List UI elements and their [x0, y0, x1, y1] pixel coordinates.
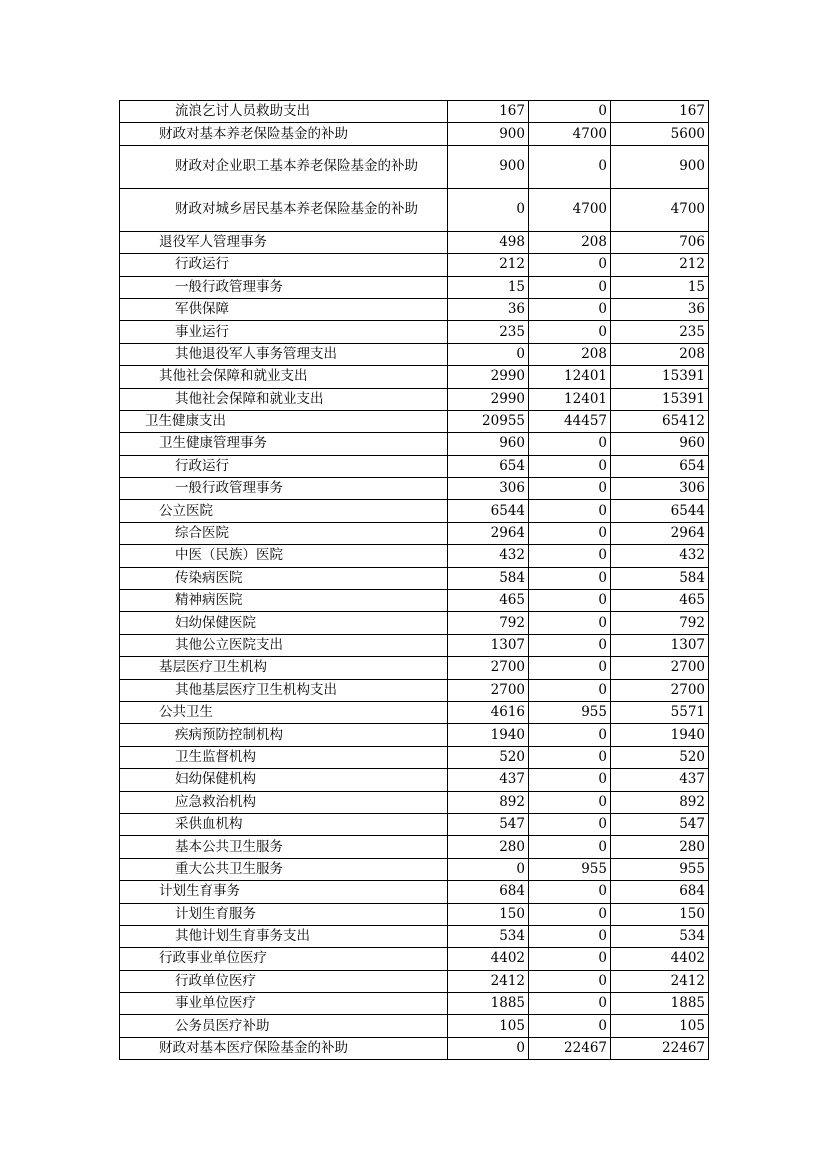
col-c-value: 654 [611, 455, 709, 477]
col-b-value: 0 [529, 791, 611, 813]
col-c-value: 65412 [611, 410, 709, 432]
table-row [120, 522, 709, 544]
col-a-value: 654 [448, 455, 529, 477]
row-item-name: 疾病预防控制机构 [120, 724, 448, 746]
col-a-value: 306 [448, 478, 529, 500]
col-c-value: 4402 [611, 948, 709, 970]
row-item-name: 卫生健康支出 [120, 410, 448, 432]
col-a-value: 20955 [448, 410, 529, 432]
table-row [120, 500, 709, 522]
table-row [120, 993, 709, 1015]
col-a-value: 0 [448, 188, 529, 231]
col-b-value: 0 [529, 321, 611, 343]
col-a-value: 235 [448, 321, 529, 343]
table-row [120, 634, 709, 656]
col-a-value: 437 [448, 769, 529, 791]
col-b-value: 0 [529, 567, 611, 589]
col-b-value: 0 [529, 478, 611, 500]
col-a-value: 36 [448, 298, 529, 320]
table-row [120, 925, 709, 947]
col-b-value: 208 [529, 231, 611, 253]
col-b-value: 0 [529, 455, 611, 477]
col-a-value: 212 [448, 254, 529, 276]
col-b-value: 0 [529, 612, 611, 634]
col-c-value: 280 [611, 836, 709, 858]
table-row [120, 746, 709, 768]
col-a-value: 15 [448, 276, 529, 298]
col-b-value: 0 [529, 634, 611, 656]
row-item-name: 公立医院 [120, 500, 448, 522]
row-item-name: 其他社会保障和就业支出 [120, 388, 448, 410]
col-c-value: 208 [611, 343, 709, 365]
col-a-value: 520 [448, 746, 529, 768]
col-a-value: 4616 [448, 701, 529, 723]
col-b-value: 955 [529, 701, 611, 723]
col-c-value: 900 [611, 145, 709, 188]
col-c-value: 547 [611, 813, 709, 835]
col-a-value: 2964 [448, 522, 529, 544]
col-b-value: 0 [529, 679, 611, 701]
row-item-name: 其他退役军人事务管理支出 [120, 343, 448, 365]
row-item-name: 一般行政管理事务 [120, 276, 448, 298]
table-row [120, 836, 709, 858]
col-b-value: 0 [529, 254, 611, 276]
col-a-value: 900 [448, 145, 529, 188]
col-a-value: 2990 [448, 366, 529, 388]
table-row [120, 433, 709, 455]
col-b-value: 12401 [529, 366, 611, 388]
col-a-value: 892 [448, 791, 529, 813]
row-item-name: 公务员医疗补助 [120, 1015, 448, 1037]
col-a-value: 960 [448, 433, 529, 455]
col-b-value: 4700 [529, 188, 611, 231]
table-row [120, 813, 709, 835]
row-item-name: 传染病医院 [120, 567, 448, 589]
col-b-value: 0 [529, 101, 611, 123]
col-b-value: 0 [529, 298, 611, 320]
col-b-value: 0 [529, 746, 611, 768]
col-c-value: 2412 [611, 970, 709, 992]
row-item-name: 事业运行 [120, 321, 448, 343]
table-row [120, 881, 709, 903]
col-b-value: 0 [529, 522, 611, 544]
col-c-value: 432 [611, 545, 709, 567]
row-item-name: 采供血机构 [120, 813, 448, 835]
col-b-value: 0 [529, 724, 611, 746]
col-a-value: 498 [448, 231, 529, 253]
table-row [120, 1037, 709, 1059]
col-a-value: 584 [448, 567, 529, 589]
table-row [120, 388, 709, 410]
col-c-value: 684 [611, 881, 709, 903]
col-c-value: 584 [611, 567, 709, 589]
col-c-value: 167 [611, 101, 709, 123]
col-c-value: 955 [611, 858, 709, 880]
col-c-value: 4700 [611, 188, 709, 231]
col-c-value: 960 [611, 433, 709, 455]
table-row [120, 791, 709, 813]
row-item-name: 妇幼保健医院 [120, 612, 448, 634]
col-a-value: 2990 [448, 388, 529, 410]
table-row [120, 724, 709, 746]
table-row [120, 366, 709, 388]
col-c-value: 1307 [611, 634, 709, 656]
col-a-value: 547 [448, 813, 529, 835]
table-row [120, 145, 709, 188]
col-b-value: 0 [529, 276, 611, 298]
col-b-value: 208 [529, 343, 611, 365]
col-c-value: 15 [611, 276, 709, 298]
col-c-value: 465 [611, 590, 709, 612]
col-b-value: 955 [529, 858, 611, 880]
col-c-value: 5571 [611, 701, 709, 723]
row-item-name: 卫生健康管理事务 [120, 433, 448, 455]
col-a-value: 432 [448, 545, 529, 567]
col-b-value: 0 [529, 769, 611, 791]
col-c-value: 520 [611, 746, 709, 768]
col-a-value: 2700 [448, 657, 529, 679]
table-row [120, 701, 709, 723]
table-row [120, 948, 709, 970]
col-b-value: 0 [529, 881, 611, 903]
row-item-name: 其他公立医院支出 [120, 634, 448, 656]
row-item-name: 行政单位医疗 [120, 970, 448, 992]
col-c-value: 2700 [611, 679, 709, 701]
table-row [120, 321, 709, 343]
row-item-name: 行政事业单位医疗 [120, 948, 448, 970]
row-item-name: 精神病医院 [120, 590, 448, 612]
table-row [120, 188, 709, 231]
table-row [120, 679, 709, 701]
row-item-name: 军供保障 [120, 298, 448, 320]
col-c-value: 6544 [611, 500, 709, 522]
row-item-name: 重大公共卫生服务 [120, 858, 448, 880]
col-a-value: 6544 [448, 500, 529, 522]
col-b-value: 0 [529, 903, 611, 925]
row-item-name: 其他社会保障和就业支出 [120, 366, 448, 388]
table-row [120, 298, 709, 320]
row-item-name: 流浪乞讨人员救助支出 [120, 101, 448, 123]
col-c-value: 534 [611, 925, 709, 947]
row-item-name: 妇幼保健机构 [120, 769, 448, 791]
table-row [120, 858, 709, 880]
budget-table [119, 100, 709, 1060]
col-a-value: 1307 [448, 634, 529, 656]
col-a-value: 0 [448, 858, 529, 880]
row-item-name: 基本公共卫生服务 [120, 836, 448, 858]
col-a-value: 0 [448, 1037, 529, 1059]
row-item-name: 财政对基本养老保险基金的补助 [120, 123, 448, 145]
row-item-name: 计划生育服务 [120, 903, 448, 925]
col-c-value: 437 [611, 769, 709, 791]
row-item-name: 财政对城乡居民基本养老保险基金的补助 [120, 188, 448, 231]
row-item-name: 行政运行 [120, 254, 448, 276]
col-b-value: 0 [529, 993, 611, 1015]
col-b-value: 0 [529, 925, 611, 947]
table-row [120, 657, 709, 679]
col-c-value: 212 [611, 254, 709, 276]
col-b-value: 22467 [529, 1037, 611, 1059]
col-a-value: 2700 [448, 679, 529, 701]
table-row [120, 410, 709, 432]
table-row [120, 478, 709, 500]
table-row [120, 276, 709, 298]
row-item-name: 卫生监督机构 [120, 746, 448, 768]
row-item-name: 财政对企业职工基本养老保险基金的补助 [120, 145, 448, 188]
table-row [120, 590, 709, 612]
table-row [120, 455, 709, 477]
table-row [120, 545, 709, 567]
table-row [120, 612, 709, 634]
table-row [120, 231, 709, 253]
col-b-value: 0 [529, 970, 611, 992]
col-c-value: 22467 [611, 1037, 709, 1059]
table-row [120, 254, 709, 276]
col-a-value: 465 [448, 590, 529, 612]
table-row [120, 343, 709, 365]
col-a-value: 1885 [448, 993, 529, 1015]
table-row [120, 970, 709, 992]
col-a-value: 4402 [448, 948, 529, 970]
table-row [120, 1015, 709, 1037]
col-c-value: 150 [611, 903, 709, 925]
row-item-name: 退役军人管理事务 [120, 231, 448, 253]
col-b-value: 0 [529, 145, 611, 188]
col-a-value: 534 [448, 925, 529, 947]
col-b-value: 0 [529, 545, 611, 567]
col-c-value: 36 [611, 298, 709, 320]
table-body [120, 101, 709, 1060]
col-b-value: 0 [529, 590, 611, 612]
row-item-name: 基层医疗卫生机构 [120, 657, 448, 679]
col-b-value: 0 [529, 657, 611, 679]
col-a-value: 2412 [448, 970, 529, 992]
col-b-value: 0 [529, 433, 611, 455]
row-item-name: 一般行政管理事务 [120, 478, 448, 500]
col-b-value: 44457 [529, 410, 611, 432]
table-row [120, 567, 709, 589]
col-b-value: 4700 [529, 123, 611, 145]
table-row [120, 123, 709, 145]
col-c-value: 15391 [611, 388, 709, 410]
row-item-name: 中医（民族）医院 [120, 545, 448, 567]
col-a-value: 280 [448, 836, 529, 858]
col-a-value: 684 [448, 881, 529, 903]
row-item-name: 其他基层医疗卫生机构支出 [120, 679, 448, 701]
col-a-value: 167 [448, 101, 529, 123]
col-c-value: 5600 [611, 123, 709, 145]
col-c-value: 15391 [611, 366, 709, 388]
row-item-name: 应急救治机构 [120, 791, 448, 813]
col-c-value: 306 [611, 478, 709, 500]
table-row [120, 101, 709, 123]
col-b-value: 0 [529, 500, 611, 522]
table-row [120, 903, 709, 925]
row-item-name: 其他计划生育事务支出 [120, 925, 448, 947]
col-c-value: 2700 [611, 657, 709, 679]
col-a-value: 105 [448, 1015, 529, 1037]
col-c-value: 235 [611, 321, 709, 343]
row-item-name: 综合医院 [120, 522, 448, 544]
table-row [120, 769, 709, 791]
col-b-value: 0 [529, 813, 611, 835]
row-item-name: 公共卫生 [120, 701, 448, 723]
col-c-value: 792 [611, 612, 709, 634]
col-b-value: 0 [529, 836, 611, 858]
col-c-value: 105 [611, 1015, 709, 1037]
col-b-value: 0 [529, 948, 611, 970]
col-a-value: 0 [448, 343, 529, 365]
col-c-value: 1940 [611, 724, 709, 746]
col-b-value: 12401 [529, 388, 611, 410]
col-a-value: 150 [448, 903, 529, 925]
col-a-value: 900 [448, 123, 529, 145]
row-item-name: 计划生育事务 [120, 881, 448, 903]
col-a-value: 792 [448, 612, 529, 634]
row-item-name: 事业单位医疗 [120, 993, 448, 1015]
col-a-value: 1940 [448, 724, 529, 746]
col-b-value: 0 [529, 1015, 611, 1037]
col-c-value: 892 [611, 791, 709, 813]
row-item-name: 行政运行 [120, 455, 448, 477]
col-c-value: 1885 [611, 993, 709, 1015]
col-c-value: 2964 [611, 522, 709, 544]
col-c-value: 706 [611, 231, 709, 253]
row-item-name: 财政对基本医疗保险基金的补助 [120, 1037, 448, 1059]
